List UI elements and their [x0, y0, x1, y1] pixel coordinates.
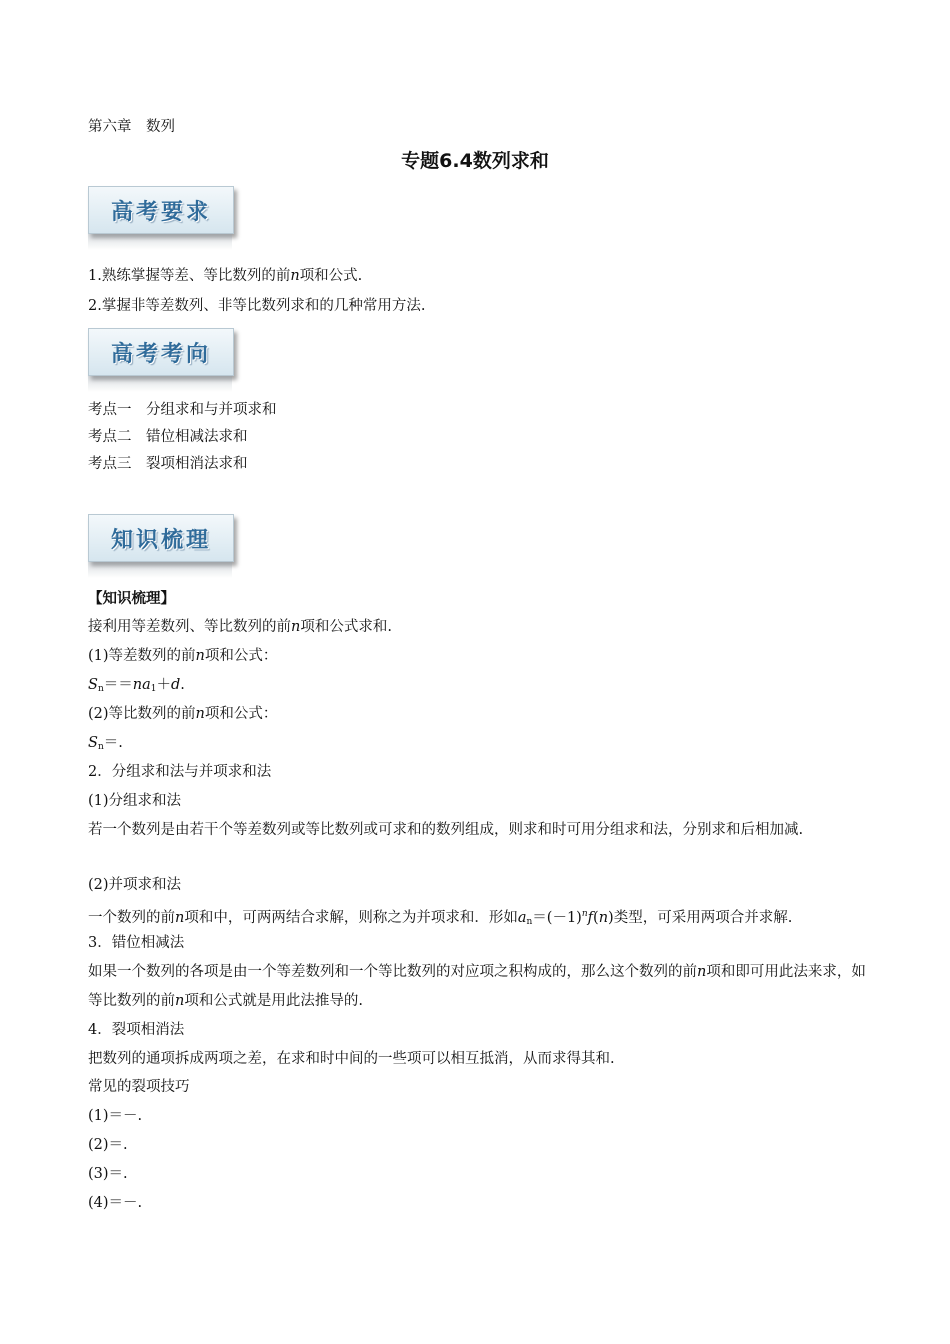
requirement-1: 1.熟练掌握等差、等比数列的前n项和公式. [88, 268, 363, 284]
formula-arith-sum: $S_n==na_1+d$. [88, 677, 185, 694]
subsection-heading: (2)并项求和法 [88, 877, 182, 893]
techniques-heading: 常见的裂项技巧 [88, 1079, 190, 1095]
technique-2: (2)＝. [88, 1137, 128, 1153]
paragraph-dislocation: 如果一个数列的各项是由一个等差数列和一个等比数列的对应项之积构成的，那么这个数列的前n项和即可用此法来求，如等比数列的前n项和公式就是用此法推导的. [88, 964, 866, 1009]
exam-point-3: 考点三 裂项相消法求和 [88, 456, 248, 472]
paragraph-grouping: 若一个数列是由若干个等差数列或等比数列或可求和的数列组成，则求和时可用分组求和法，分别求和后相加减. [88, 822, 804, 838]
paragraph-merging: 一个数列的前n项和中，可两两结合求解，则称之为并项求和．形如$a_n=(-1)^nf(n)$类型，可采用两项合并求解. [88, 909, 793, 927]
banner-knowledge-text: 知识梳理 [110, 526, 211, 553]
banner-directions-text: 高考考向 [110, 340, 211, 367]
requirement-2: 2.掌握非等差数列、非等比数列求和的几种常用方法. [88, 298, 426, 314]
knowledge-line-1: 接利用等差数列、等比数列的前n项和公式求和. [88, 619, 392, 635]
knowledge-line-4: (2)等比数列的前n项和公式： [88, 706, 278, 722]
section-2-heading: 2．分组求和法与并项求和法 [88, 764, 272, 780]
technique-4: (4)＝－. [88, 1195, 143, 1211]
banner-requirements [88, 186, 234, 234]
technique-1: (1)＝－. [88, 1108, 143, 1124]
subsection-heading: (1)分组求和法 [88, 793, 182, 809]
exam-point-2: 考点二 错位相减法求和 [88, 429, 248, 445]
knowledge-heading: 【知识梳理】 [88, 590, 175, 607]
banner-requirements-text: 高考要求 [110, 198, 211, 225]
banner-directions [88, 328, 234, 376]
knowledge-line-2: (1)等差数列的前n项和公式： [88, 648, 278, 664]
technique-3: (3)＝. [88, 1166, 128, 1182]
formula-geo-sum: $S_n=$. [88, 735, 123, 752]
page-title: 专题6.4数列求和 [401, 150, 549, 172]
banner-reflection [88, 376, 232, 392]
paragraph-telescoping: 把数列的通项拆成两项之差，在求和时中间的一些项可以相互抵消，从而求得其和. [88, 1051, 615, 1067]
banner-reflection [88, 234, 232, 250]
section-4-heading: 4．裂项相消法 [88, 1022, 185, 1038]
banner-reflection [88, 562, 232, 578]
exam-point-1: 考点一 分组求和与并项求和 [88, 402, 277, 418]
chapter-label: 第六章 数列 [88, 119, 175, 135]
section-3-heading: 3．错位相减法 [88, 935, 185, 951]
banner-knowledge [88, 514, 234, 562]
